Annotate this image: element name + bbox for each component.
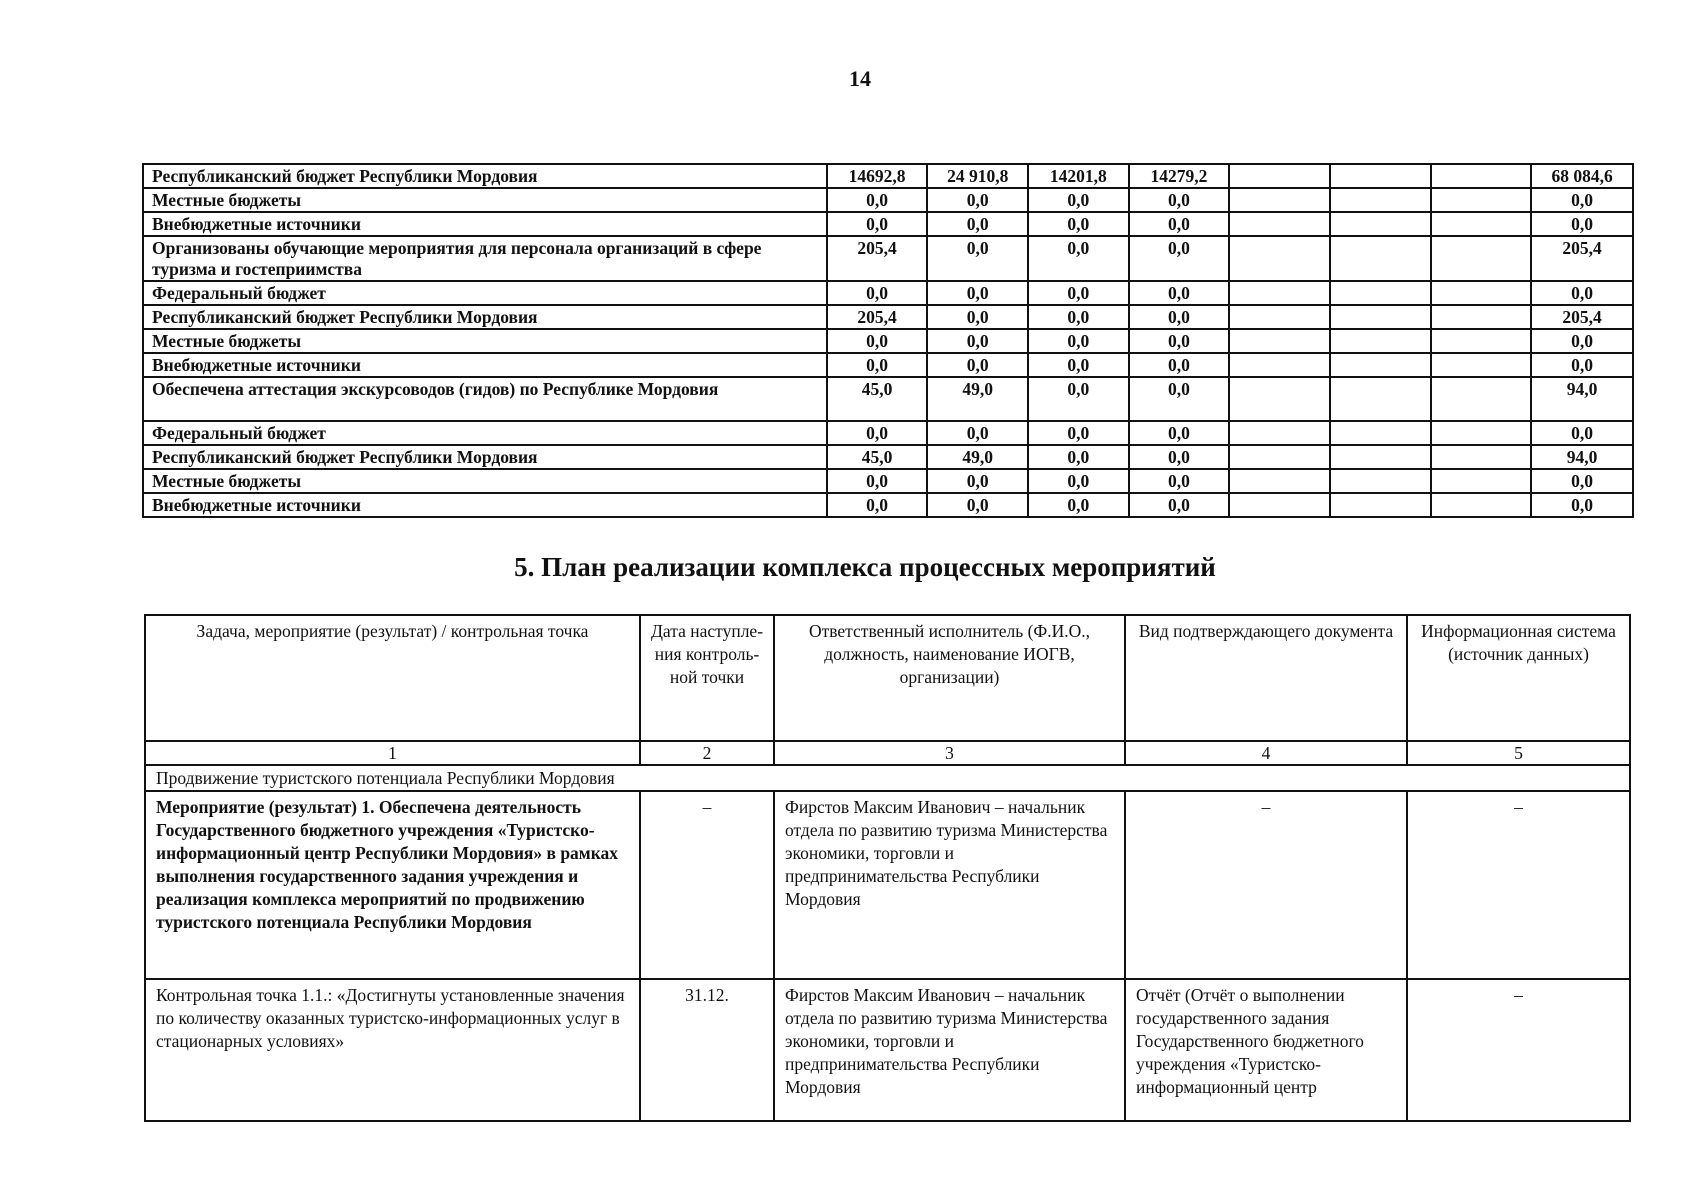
financing-value: 0,0 <box>1028 305 1129 329</box>
financing-empty <box>1431 421 1532 445</box>
financing-label: Внебюджетные источники <box>143 493 827 517</box>
financing-value: 0,0 <box>1028 281 1129 305</box>
financing-empty <box>1330 421 1431 445</box>
financing-total: 0,0 <box>1531 281 1633 305</box>
checkpoint-date: 31.12. <box>640 979 774 1121</box>
financing-row <box>143 445 1633 469</box>
column-number: 1 <box>145 741 640 765</box>
plan-header-row <box>145 615 1630 741</box>
financing-empty <box>1330 469 1431 493</box>
event-system: – <box>1407 791 1630 979</box>
header-date: Дата наступле-ния контроль-ной точки <box>640 615 774 741</box>
financing-value: 0,0 <box>1028 353 1129 377</box>
financing-value: 0,0 <box>927 236 1028 281</box>
financing-empty <box>1330 236 1431 281</box>
financing-empty <box>1330 329 1431 353</box>
financing-value: 0,0 <box>927 281 1028 305</box>
financing-empty <box>1229 329 1330 353</box>
financing-empty <box>1229 305 1330 329</box>
financing-label: Местные бюджеты <box>143 469 827 493</box>
financing-empty <box>1229 281 1330 305</box>
financing-label: Внебюджетные источники <box>143 353 827 377</box>
financing-row <box>143 329 1633 353</box>
financing-value: 49,0 <box>927 377 1028 421</box>
financing-label: Местные бюджеты <box>143 329 827 353</box>
financing-value: 0,0 <box>1028 377 1129 421</box>
financing-row <box>143 236 1633 281</box>
financing-value: 0,0 <box>1028 493 1129 517</box>
column-number: 3 <box>774 741 1125 765</box>
header-system: Информационная система (источник данных) <box>1407 615 1630 741</box>
financing-total: 0,0 <box>1531 493 1633 517</box>
financing-row <box>143 421 1633 445</box>
financing-empty <box>1229 493 1330 517</box>
financing-value: 0,0 <box>927 421 1028 445</box>
financing-value: 205,4 <box>827 305 928 329</box>
financing-label: Республиканский бюджет Республики Мордовия <box>143 445 827 469</box>
financing-row <box>143 305 1633 329</box>
financing-value: 0,0 <box>1028 445 1129 469</box>
event-task: Мероприятие (результат) 1. Обеспечена деятельность Государственного бюджетного учреждения «Туристско-информационный центр Республики Мордовия» в рамках выполнения государственного задания учреждения и реализация комплекса мероприятий по продвижению туристского потенциала Республики Мордовия <box>145 791 640 979</box>
financing-label: Внебюджетные источники <box>143 212 827 236</box>
column-numbers-row <box>145 741 1630 765</box>
financing-value: 0,0 <box>1028 421 1129 445</box>
financing-value: 0,0 <box>927 493 1028 517</box>
financing-value: 0,0 <box>1129 493 1230 517</box>
financing-total: 0,0 <box>1531 212 1633 236</box>
financing-value: 0,0 <box>827 421 928 445</box>
financing-empty <box>1431 188 1532 212</box>
financing-empty <box>1431 377 1532 421</box>
financing-total: 205,4 <box>1531 305 1633 329</box>
financing-value: 0,0 <box>1129 236 1230 281</box>
financing-total: 94,0 <box>1531 445 1633 469</box>
checkpoint-task: Контрольная точка 1.1.: «Достигнуты установленные значения по количеству оказанных туристско-информационных услуг в стационарных условиях» <box>145 979 640 1121</box>
financing-total: 0,0 <box>1531 421 1633 445</box>
financing-value: 24 910,8 <box>927 164 1028 188</box>
event-date: – <box>640 791 774 979</box>
event-document: – <box>1125 791 1407 979</box>
financing-label: Обеспечена аттестация экскурсоводов (гидов) по Республике Мордовия <box>143 377 827 421</box>
financing-value: 0,0 <box>927 329 1028 353</box>
financing-value: 0,0 <box>1028 212 1129 236</box>
financing-empty <box>1330 353 1431 377</box>
financing-empty <box>1229 353 1330 377</box>
plan-table <box>144 614 1631 1122</box>
financing-value: 0,0 <box>827 353 928 377</box>
financing-label: Местные бюджеты <box>143 188 827 212</box>
financing-empty <box>1229 236 1330 281</box>
checkpoint-executor: Фирстов Максим Иванович – начальник отдела по развитию туризма Министерства экономики, торговли и предпринимательства Республики Мордовия <box>774 979 1125 1121</box>
financing-total: 205,4 <box>1531 236 1633 281</box>
financing-empty <box>1431 305 1532 329</box>
financing-empty <box>1229 421 1330 445</box>
event-executor: Фирстов Максим Иванович – начальник отдела по развитию туризма Министерства экономики, торговли и предпринимательства Республики Мордовия <box>774 791 1125 979</box>
financing-value: 14201,8 <box>1028 164 1129 188</box>
financing-row <box>143 353 1633 377</box>
financing-value: 0,0 <box>1129 305 1230 329</box>
financing-table <box>142 163 1634 518</box>
financing-value: 0,0 <box>1028 329 1129 353</box>
financing-empty <box>1229 164 1330 188</box>
financing-value: 0,0 <box>827 188 928 212</box>
financing-empty <box>1229 212 1330 236</box>
financing-empty <box>1330 377 1431 421</box>
financing-value: 0,0 <box>827 469 928 493</box>
financing-value: 0,0 <box>827 493 928 517</box>
financing-empty <box>1431 445 1532 469</box>
financing-empty <box>1330 493 1431 517</box>
financing-empty <box>1431 469 1532 493</box>
financing-value: 0,0 <box>927 212 1028 236</box>
financing-value: 0,0 <box>1129 188 1230 212</box>
financing-value: 0,0 <box>1129 377 1230 421</box>
financing-value: 0,0 <box>1129 445 1230 469</box>
group-title: Продвижение туристского потенциала Республики Мордовия <box>145 765 1630 791</box>
page-number: 14 <box>849 66 871 91</box>
financing-value: 0,0 <box>927 188 1028 212</box>
column-number: 5 <box>1407 741 1630 765</box>
financing-value: 45,0 <box>827 445 928 469</box>
financing-total: 0,0 <box>1531 469 1633 493</box>
financing-empty <box>1330 305 1431 329</box>
financing-label: Федеральный бюджет <box>143 421 827 445</box>
financing-value: 0,0 <box>827 329 928 353</box>
financing-row <box>143 377 1633 421</box>
financing-empty <box>1330 445 1431 469</box>
financing-empty <box>1330 164 1431 188</box>
financing-row <box>143 188 1633 212</box>
financing-total: 0,0 <box>1531 188 1633 212</box>
financing-value: 0,0 <box>1028 469 1129 493</box>
financing-value: 0,0 <box>927 353 1028 377</box>
financing-value: 0,0 <box>827 281 928 305</box>
checkpoint-system: – <box>1407 979 1630 1121</box>
financing-value: 49,0 <box>927 445 1028 469</box>
financing-empty <box>1431 353 1532 377</box>
financing-value: 205,4 <box>827 236 928 281</box>
checkpoint-row <box>145 979 1630 1121</box>
column-number: 4 <box>1125 741 1407 765</box>
column-number: 2 <box>640 741 774 765</box>
financing-row <box>143 281 1633 305</box>
checkpoint-document: Отчёт (Отчёт о выполнении государственного задания Государственного бюджетного учреждения «Туристско-информационный центр <box>1125 979 1407 1121</box>
financing-value: 45,0 <box>827 377 928 421</box>
financing-value: 0,0 <box>1129 329 1230 353</box>
financing-label: Республиканский бюджет Республики Мордовия <box>143 164 827 188</box>
financing-label: Организованы обучающие мероприятия для персонала организаций в сфере туризма и гостеприимства <box>143 236 827 281</box>
financing-empty <box>1330 281 1431 305</box>
financing-value: 0,0 <box>1129 421 1230 445</box>
financing-total: 94,0 <box>1531 377 1633 421</box>
financing-empty <box>1229 377 1330 421</box>
financing-empty <box>1330 212 1431 236</box>
financing-empty <box>1229 188 1330 212</box>
financing-empty <box>1330 188 1431 212</box>
financing-empty <box>1431 281 1532 305</box>
financing-value: 0,0 <box>1129 353 1230 377</box>
financing-value: 0,0 <box>1129 212 1230 236</box>
financing-value: 0,0 <box>1028 236 1129 281</box>
financing-row <box>143 469 1633 493</box>
header-executor: Ответственный исполнитель (Ф.И.О., должность, наименование ИОГВ, организации) <box>774 615 1125 741</box>
financing-label: Федеральный бюджет <box>143 281 827 305</box>
financing-value: 0,0 <box>927 469 1028 493</box>
financing-total: 68 084,6 <box>1531 164 1633 188</box>
financing-empty <box>1431 212 1532 236</box>
header-document: Вид подтверждающего документа <box>1125 615 1407 741</box>
financing-row <box>143 493 1633 517</box>
financing-value: 14279,2 <box>1129 164 1230 188</box>
event-row <box>145 791 1630 979</box>
financing-value: 0,0 <box>927 305 1028 329</box>
financing-value: 0,0 <box>1129 281 1230 305</box>
group-row <box>145 765 1630 791</box>
financing-value: 0,0 <box>1129 469 1230 493</box>
financing-row <box>143 212 1633 236</box>
financing-value: 0,0 <box>1028 188 1129 212</box>
header-task: Задача, мероприятие (результат) / контрольная точка <box>145 615 640 741</box>
financing-value: 14692,8 <box>827 164 928 188</box>
financing-value: 0,0 <box>827 212 928 236</box>
financing-label: Республиканский бюджет Республики Мордовия <box>143 305 827 329</box>
financing-table-body <box>143 164 1633 517</box>
financing-empty <box>1431 493 1532 517</box>
financing-row <box>143 164 1633 188</box>
financing-total: 0,0 <box>1531 353 1633 377</box>
financing-total: 0,0 <box>1531 329 1633 353</box>
financing-empty <box>1431 329 1532 353</box>
financing-empty <box>1229 445 1330 469</box>
financing-empty <box>1431 164 1532 188</box>
financing-empty <box>1431 236 1532 281</box>
financing-empty <box>1229 469 1330 493</box>
section-title: 5. План реализации комплекса процессных мероприятий <box>514 552 1216 582</box>
